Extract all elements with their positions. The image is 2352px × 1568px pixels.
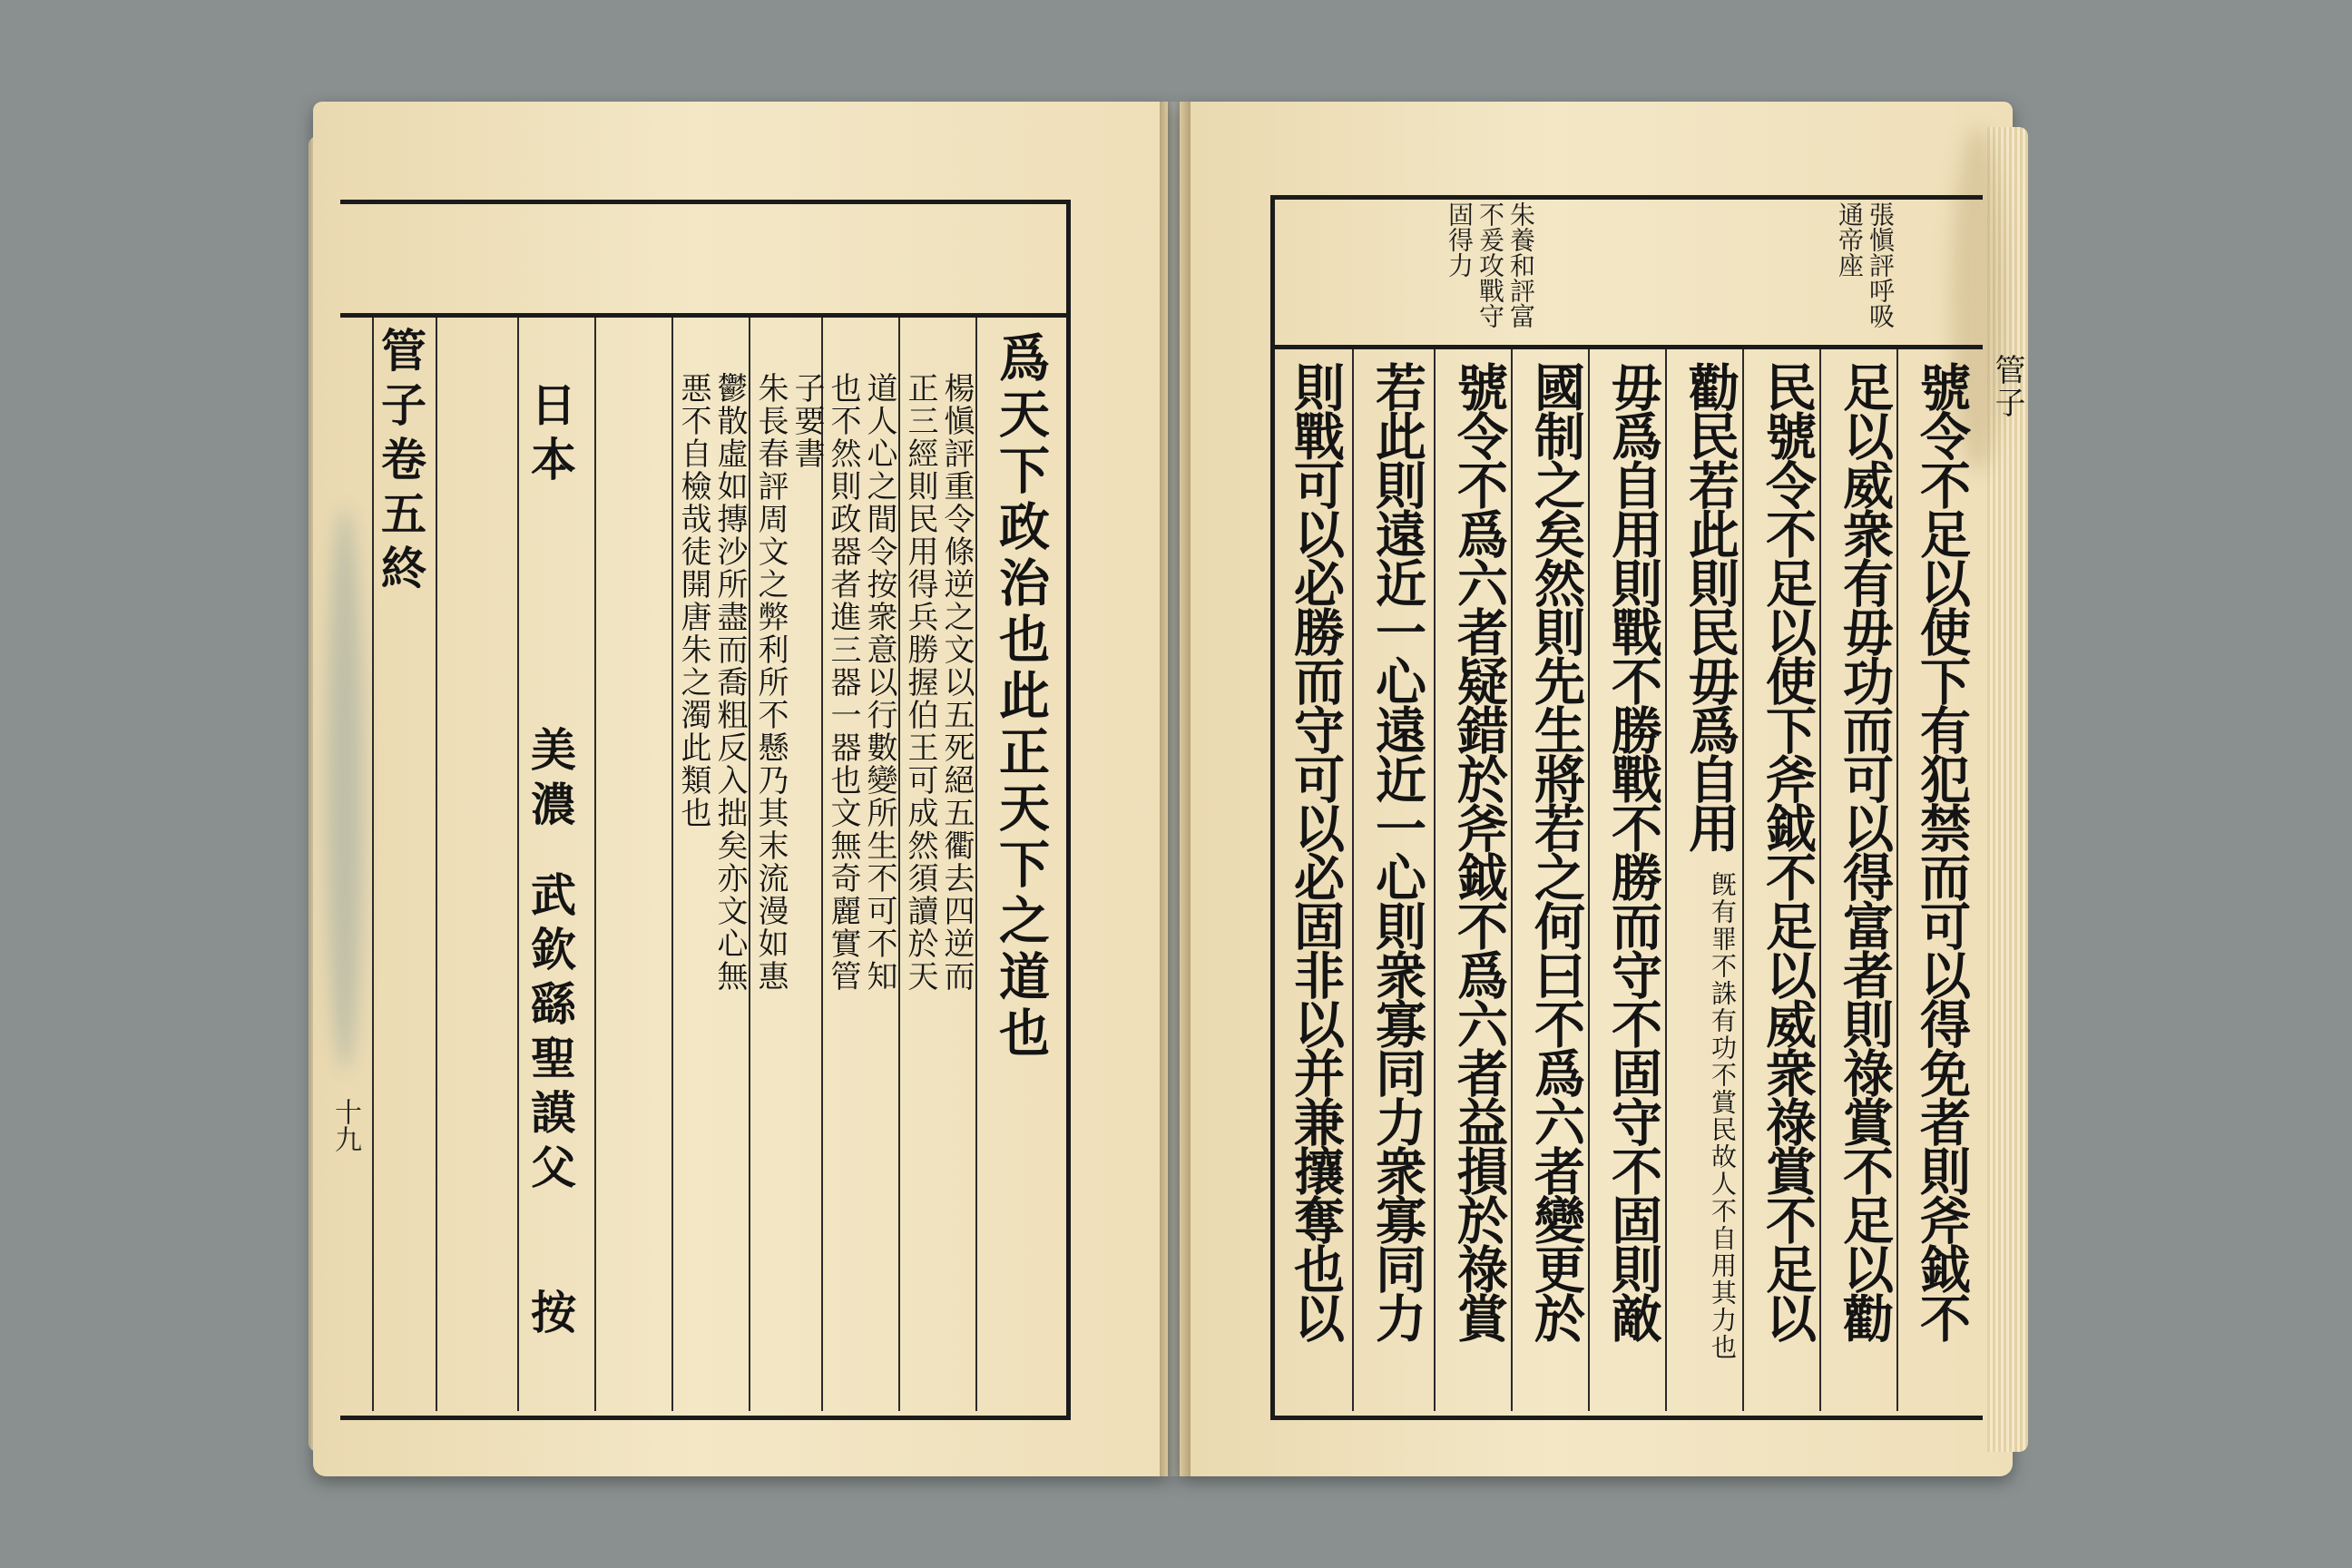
column-rule <box>1352 349 1354 1411</box>
head-note: 朱養和評富 <box>1506 201 1536 328</box>
head-note: 不爰攻戰守 <box>1475 201 1505 328</box>
text-column: 若此則遠近一心遠近一心則衆寡同力衆寡同力 <box>1367 361 1427 1341</box>
column-rule <box>436 318 437 1411</box>
text-column: 民號令不足以使下斧鉞不足以威衆祿賞不足以 <box>1758 361 1818 1341</box>
text-column: 勸民若此則民毋爲自用 <box>1681 361 1740 851</box>
head-note: 張愼評呼吸 <box>1866 201 1896 328</box>
commentary-column: 悪不自檢哉徒開唐朱之濁此類也 <box>675 372 711 829</box>
colophon-place: 日本 <box>524 381 577 490</box>
colophon-action: 按 <box>524 1289 577 1343</box>
head-note: 固得力 <box>1445 201 1475 278</box>
commentary-column: 道人心之間令按衆意以行數變所生不可不知 <box>861 372 897 993</box>
text-column: 號令不足以使下有犯禁而可以得免者則斧鉞不 <box>1912 361 1972 1341</box>
commentary-column: 子要書 <box>789 372 825 470</box>
text-column: 號令不爲六者疑錯於斧鉞不爲六者益損於祿賞 <box>1449 361 1509 1341</box>
colophon-province: 美濃 <box>524 726 577 835</box>
commentary-column: 也不然則政器者進三器一器也文無奇麗實管 <box>825 372 861 993</box>
text-column: 國制之矣然則先生將若之何曰不爲六者變更於 <box>1526 361 1586 1341</box>
interlinear-note: 旣有罪不誅有功不賞民故人不自用其力也 <box>1708 871 1738 1361</box>
commentary-main-column: 爲天下政治也此正天下之道也 <box>991 331 1051 1063</box>
column-rule <box>1434 349 1436 1411</box>
text-column: 足以威衆有毋功而可以得富者則祿賞不足以勸 <box>1835 361 1895 1341</box>
commentary-column: 鬱散虛如摶沙所盡而喬粗反入拙矣亦文心無 <box>711 372 748 993</box>
text-column: 則戰可以必勝而守可以必固非以并兼攘奪也以 <box>1286 361 1346 1341</box>
book-gutter <box>1160 102 1191 1476</box>
margin-title: 管子 <box>1989 354 2025 419</box>
text-column: 毋爲自用則戰不勝戰不勝而守不固守不固則敵 <box>1603 361 1663 1341</box>
commentary-column: 朱長春評周文之弊利所不懸乃其末流漫如惠 <box>752 372 789 993</box>
column-rule <box>594 318 596 1411</box>
commentary-column: 楊愼評重令條逆之文以五死絕五衢去四逆而 <box>938 372 975 993</box>
commentary-column: 正三經則民用得兵勝握伯王可成然須讀於天 <box>902 372 938 993</box>
folio-number: 十九 <box>329 1098 361 1152</box>
right-head-rule <box>1270 345 1983 349</box>
head-note: 通帝座 <box>1835 201 1865 278</box>
colophon-name: 武欽繇聖謨父 <box>524 871 577 1198</box>
volume-end-title: 管子卷五終 <box>374 327 427 599</box>
left-head-rule <box>340 313 1071 318</box>
